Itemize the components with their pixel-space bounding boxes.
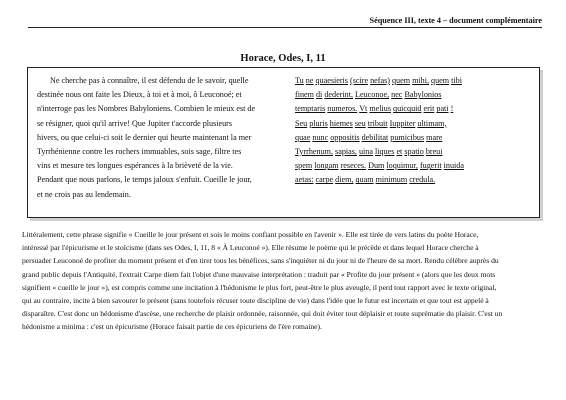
latin-word: aetas: bbox=[295, 175, 314, 185]
latin-word: diem, bbox=[335, 175, 354, 185]
latin-line bbox=[295, 145, 535, 159]
latin-word: di bbox=[315, 90, 323, 100]
latin-word: finem bbox=[295, 90, 314, 100]
latin-line bbox=[295, 102, 535, 116]
latin-word: fugerit bbox=[419, 161, 442, 171]
latin-word: liques bbox=[375, 147, 395, 157]
french-line: destinée nous ont faite les Dieux, à toi et à moi, ô Leuconoé; et bbox=[37, 90, 242, 100]
latin-line bbox=[295, 159, 535, 173]
latin-word: ultimam, bbox=[417, 118, 447, 128]
latin-word: mare bbox=[426, 132, 443, 142]
latin-word: carpe bbox=[315, 175, 334, 185]
french-translation bbox=[37, 74, 283, 202]
commentary-line: signifient « cueille le jour »), est compris comme une incitation à l'hédonisme le plus fort, peut-être le plus aveugle, il perd tout rapport avec le texte original, bbox=[22, 282, 497, 292]
latin-word: seu bbox=[354, 118, 366, 128]
text-box bbox=[27, 67, 540, 218]
latin-word: credula. bbox=[409, 175, 436, 185]
french-line: hivers, ou que celui-ci soit le dernier qui heurte maintenant la mer bbox=[37, 132, 252, 142]
commentary bbox=[22, 228, 542, 334]
latin-word: temptaris bbox=[295, 104, 326, 114]
latin-word: nec bbox=[391, 90, 403, 100]
latin-word: pumicibus bbox=[390, 132, 425, 142]
latin-word: pluris bbox=[309, 118, 328, 128]
latin-word: spem bbox=[295, 161, 313, 171]
latin-word: quem bbox=[391, 76, 411, 85]
latin-word: breui bbox=[425, 147, 443, 157]
commentary-line: Littéralement, cette phrase signifie « Cueille le jour présent et sois le moins confiant possible en l'avenir ». Elle est tirée de vers latins du poète Horace, bbox=[22, 230, 479, 239]
french-line: Pendant que nous parlons, le temps jaloux s'enfuit. Cueille le jour, bbox=[37, 175, 252, 185]
latin-word: uina bbox=[358, 147, 373, 157]
latin-word: loquimur, bbox=[386, 161, 418, 171]
latin-line bbox=[295, 74, 535, 88]
latin-word: mihi, bbox=[412, 76, 430, 85]
latin-word: Vt bbox=[359, 104, 368, 114]
latin-word: quae bbox=[295, 132, 311, 142]
latin-text bbox=[295, 74, 535, 188]
latin-word: erit bbox=[423, 104, 435, 114]
french-line: se résigner, quoi qu'il arrive! Que Jupiter t'accorde plusieurs bbox=[37, 118, 233, 128]
latin-word: pati bbox=[436, 104, 449, 114]
page-title: Horace, Odes, I, 11 bbox=[240, 53, 326, 64]
french-line: et ne crois pas au lendemain. bbox=[37, 189, 131, 199]
latin-word: Dum bbox=[368, 161, 385, 171]
commentary-line: persuader Leuconoé de profiter du moment présent et d'en tirer tous les bénéfices, sans s'inquiéter ni du jour ni de l'heure de sa mort. Rendu célèbre auprès du bbox=[22, 256, 499, 266]
latin-word: tibi bbox=[451, 76, 462, 85]
latin-line bbox=[295, 173, 535, 187]
latin-line bbox=[295, 88, 535, 102]
commentary-line: disparaître. C'est donc un hédonisme d'ascèse, une recherche de plaisir ordonnée, raisonnée, qui doit éviter tout déplaisir et toute suprématie du plaisir. C'est un bbox=[22, 309, 503, 319]
page-header bbox=[28, 16, 542, 28]
latin-word: Leuconoe, bbox=[355, 90, 390, 100]
latin-word: Iuppiter bbox=[389, 118, 416, 128]
latin-word: hiemes bbox=[329, 118, 353, 128]
latin-word: melius bbox=[369, 104, 392, 114]
latin-line bbox=[295, 117, 535, 131]
latin-word: spatio bbox=[404, 147, 424, 157]
latin-word: minimum bbox=[375, 175, 408, 185]
latin-word: Seu bbox=[295, 118, 308, 128]
latin-word: oppositis bbox=[330, 132, 360, 142]
commentary-line: hédonisme a minima : c'est un épicurisme (Horace faisait partie de ces épicuriens de l'ère romaine). bbox=[22, 322, 322, 332]
french-line: vins et mesure tes longues espérances à la brièveté de la vie. bbox=[37, 161, 233, 171]
latin-word: inuida bbox=[443, 161, 464, 171]
latin-word: reseces. bbox=[340, 161, 367, 171]
commentary-line: qui au contraire, incite à bien savourer le présent (sans toutefois récuser toute discipline de vie) dans l'idée que le futur est incertain et que tout est appelé à bbox=[22, 296, 489, 306]
latin-word: et bbox=[396, 147, 403, 157]
latin-word: quam bbox=[355, 175, 374, 185]
latin-line bbox=[295, 131, 535, 145]
latin-word: ne bbox=[305, 76, 314, 85]
latin-word: Babylonios bbox=[404, 90, 442, 100]
latin-word: quicquid bbox=[393, 104, 422, 114]
latin-word: debilitat bbox=[361, 132, 389, 142]
latin-word: dederint, bbox=[324, 90, 353, 100]
french-line: n'interroge pas les Nombres Babyloniens. Combien le mieux est de bbox=[37, 104, 256, 114]
latin-word: quem bbox=[431, 76, 450, 85]
latin-word: Tu bbox=[295, 76, 304, 85]
commentary-line: grand public depuis l'Antiquité, l'extrait Carpe diem fait l'objet d'une mauvaise interprétation : traduit par « Profite du jour présent » (alors que les deux mots bbox=[22, 269, 496, 279]
french-line: Tyrrhénienne contre les rochers immuables, sois sage, filtre tes bbox=[37, 147, 242, 157]
latin-word: (scire bbox=[350, 76, 369, 85]
latin-word: nefas) bbox=[370, 76, 390, 85]
latin-word: quaesieris bbox=[315, 76, 348, 85]
latin-word: nunc bbox=[312, 132, 329, 142]
latin-word: Tyrrhenum, bbox=[295, 147, 334, 157]
latin-word: numeros. bbox=[327, 104, 358, 114]
latin-word: ! bbox=[450, 104, 454, 114]
french-line: Ne cherche pas à connaître, il est défendu de le savoir, quelle bbox=[50, 76, 249, 85]
latin-word: longam bbox=[314, 161, 339, 171]
sequence-label: Séquence III, texte 4 – document complémentaire bbox=[369, 16, 542, 25]
latin-word: sapias, bbox=[335, 147, 357, 157]
commentary-line: intéressé par l'épicurisme et le stoïcisme (dans ses Odes, I, 11, 8 « À Leuconoé »). Elle résume le poème qui le précède et dans lequel Horace cherche à bbox=[22, 243, 479, 253]
latin-word: tribuit bbox=[367, 118, 388, 128]
